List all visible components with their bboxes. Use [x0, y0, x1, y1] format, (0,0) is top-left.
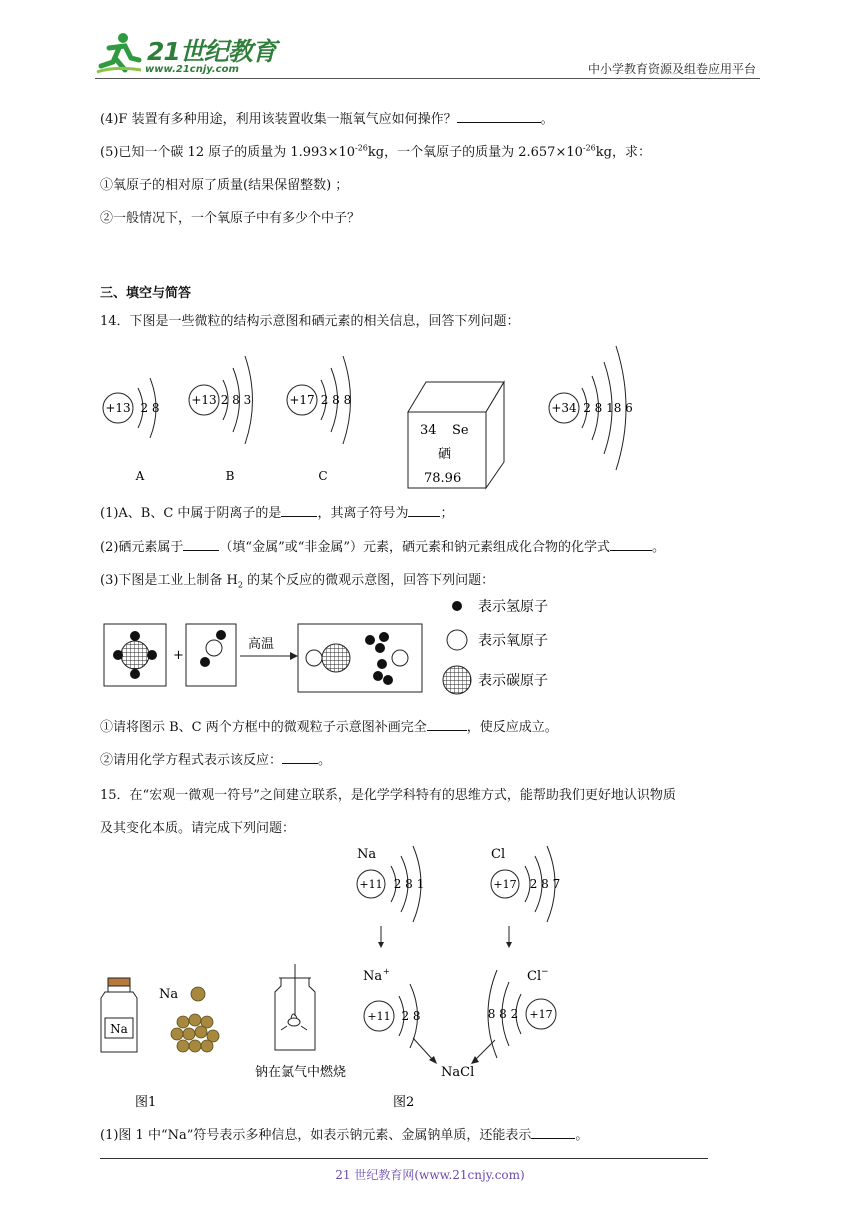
- page-header: [95, 30, 760, 80]
- section-title: 三、填空与简答: [100, 286, 192, 301]
- atom-A: [103, 378, 160, 483]
- svg-text:+: +: [383, 967, 390, 976]
- svg-text:图1: 图1: [135, 1095, 157, 1110]
- svg-text:Se: Se: [452, 423, 469, 438]
- svg-text:硒: 硒: [438, 447, 452, 462]
- svg-text:表示碳原子: 表示碳原子: [478, 673, 548, 689]
- svg-text:B: B: [225, 469, 235, 483]
- reaction-diagram: [98, 592, 578, 702]
- svg-text:+: +: [173, 648, 184, 663]
- fig14-diagram: [98, 338, 658, 490]
- svg-text:+34: +34: [551, 401, 577, 415]
- svg-text:2 8: 2 8: [401, 1009, 421, 1023]
- svg-text:钠在氯气中燃烧: 钠在氯气中燃烧: [255, 1065, 347, 1080]
- answer-blank[interactable]: [183, 538, 219, 551]
- svg-text:+11: +11: [359, 878, 383, 891]
- question-15: 15．在“宏观一微观一符号”之间建立联系，是化学学科特有的思维方式，能帮助我们更好地认识物质: [100, 788, 676, 803]
- answer-blank[interactable]: [282, 751, 318, 764]
- answer-blank[interactable]: [610, 538, 652, 551]
- question-14-3: (3)下图是工业上制备 $H_2$ 的某个反应的微观示意图，回答下列问题：: [100, 573, 495, 590]
- svg-text:78.96: 78.96: [424, 471, 462, 486]
- question-5-part-2: ②一般情况下，一个氧原子中有多少个中子？: [100, 211, 361, 226]
- svg-text:Na: Na: [357, 847, 377, 862]
- question-5-part-1: ①氧原子的相对原了质量(结果保留整数) ；: [100, 178, 349, 193]
- svg-text:高温: 高温: [248, 637, 275, 652]
- svg-text:2 8 1: 2 8 1: [393, 877, 425, 891]
- svg-text:Cl: Cl: [527, 969, 542, 984]
- question-14-1: (1)A、B、C 中属于阴离子的是 ，其离子符号为 ；: [100, 506, 454, 521]
- selenium-atom: [549, 346, 633, 470]
- svg-text:表示氧原子: 表示氧原子: [478, 633, 548, 649]
- svg-text:34: 34: [420, 423, 437, 438]
- answer-blank[interactable]: [531, 1126, 575, 1139]
- header-divider: [95, 78, 760, 79]
- runner-logo-icon: [95, 30, 145, 76]
- atom-C: [287, 356, 351, 483]
- svg-text:2 8 7: 2 8 7: [529, 877, 561, 891]
- svg-text:图2: 图2: [393, 1095, 415, 1110]
- svg-text:+17: +17: [289, 393, 315, 407]
- question-14: 14．下图是一些微粒的结构示意图和硒元素的相关信息，回答下列问题：: [100, 314, 520, 329]
- answer-blank[interactable]: [427, 718, 467, 731]
- svg-text:+13: +13: [105, 401, 131, 415]
- question-15-cont: 及其变化本质。请完成下列问题：: [100, 821, 296, 836]
- header-platform-text: 中小学教育资源及组卷应用平台: [587, 62, 756, 76]
- svg-text:NaCl: NaCl: [441, 1065, 475, 1080]
- svg-text:C: C: [318, 469, 328, 483]
- footer-link[interactable]: 21 世纪教育网(www.21cnjy.com): [335, 1168, 525, 1182]
- fig15-diagram: [95, 840, 575, 1112]
- svg-text:2 8 3: 2 8 3: [220, 393, 252, 407]
- svg-text:A: A: [135, 469, 145, 483]
- svg-text:−: −: [541, 967, 549, 977]
- svg-text:+13: +13: [191, 393, 217, 407]
- answer-blank[interactable]: [408, 504, 440, 517]
- question-14-3-2: ②请用化学方程式表示该反应： 。: [100, 753, 332, 768]
- svg-text:Na: Na: [363, 969, 383, 984]
- selenium-element-cube: [408, 382, 504, 488]
- svg-text:Na: Na: [159, 987, 179, 1002]
- legend-carbon: [443, 666, 548, 694]
- logo-url: www.21cnjy.com: [145, 64, 239, 75]
- question-14-2: (2)硒元素属于 （填“金属”或“非金属”）元素，硒元素和钠元素组成化合物的化学式 。: [100, 540, 666, 555]
- question-4: (4)F 装置有多种用途，利用该装置收集一瓶氧气应如何操作？ 。: [100, 112, 554, 127]
- question-15-1: (1)图 1 中“Na”符号表示多种信息，如表示钠元素、金属钠单质，还能表示 。: [100, 1128, 589, 1143]
- svg-text:Na: Na: [110, 1022, 128, 1036]
- svg-text:8 8 2: 8 8 2: [487, 1007, 519, 1021]
- svg-text:2 8 8: 2 8 8: [320, 393, 352, 407]
- question-5: (5)已知一个碳 12 原子的质量为 $1.993\times 10^{-26}kg$，一个氧原子的质量为 $2.657\times 10^{-26}kg$，求：: [100, 143, 651, 160]
- answer-blank[interactable]: [281, 504, 317, 517]
- answer-blank[interactable]: [457, 110, 541, 123]
- svg-text:+17: +17: [529, 1008, 553, 1021]
- svg-text:2 8 18 6: 2 8 18 6: [583, 401, 633, 415]
- svg-text:表示氢原子: 表示氢原子: [478, 599, 548, 615]
- svg-text:+11: +11: [367, 1010, 391, 1023]
- question-14-3-1: ①请将图示 B、C 两个方框中的微观粒子示意图补画完全 ，使反应成立。: [100, 720, 558, 735]
- svg-text:+17: +17: [493, 878, 517, 891]
- svg-text:2 8: 2 8: [140, 401, 160, 415]
- atom-B: [189, 356, 253, 483]
- svg-text:Cl: Cl: [491, 847, 506, 862]
- legend-oxygen: [447, 630, 548, 650]
- logo-title: 21世纪教育: [147, 37, 276, 66]
- legend-hydrogen: [452, 598, 548, 615]
- footer-divider: [100, 1158, 708, 1159]
